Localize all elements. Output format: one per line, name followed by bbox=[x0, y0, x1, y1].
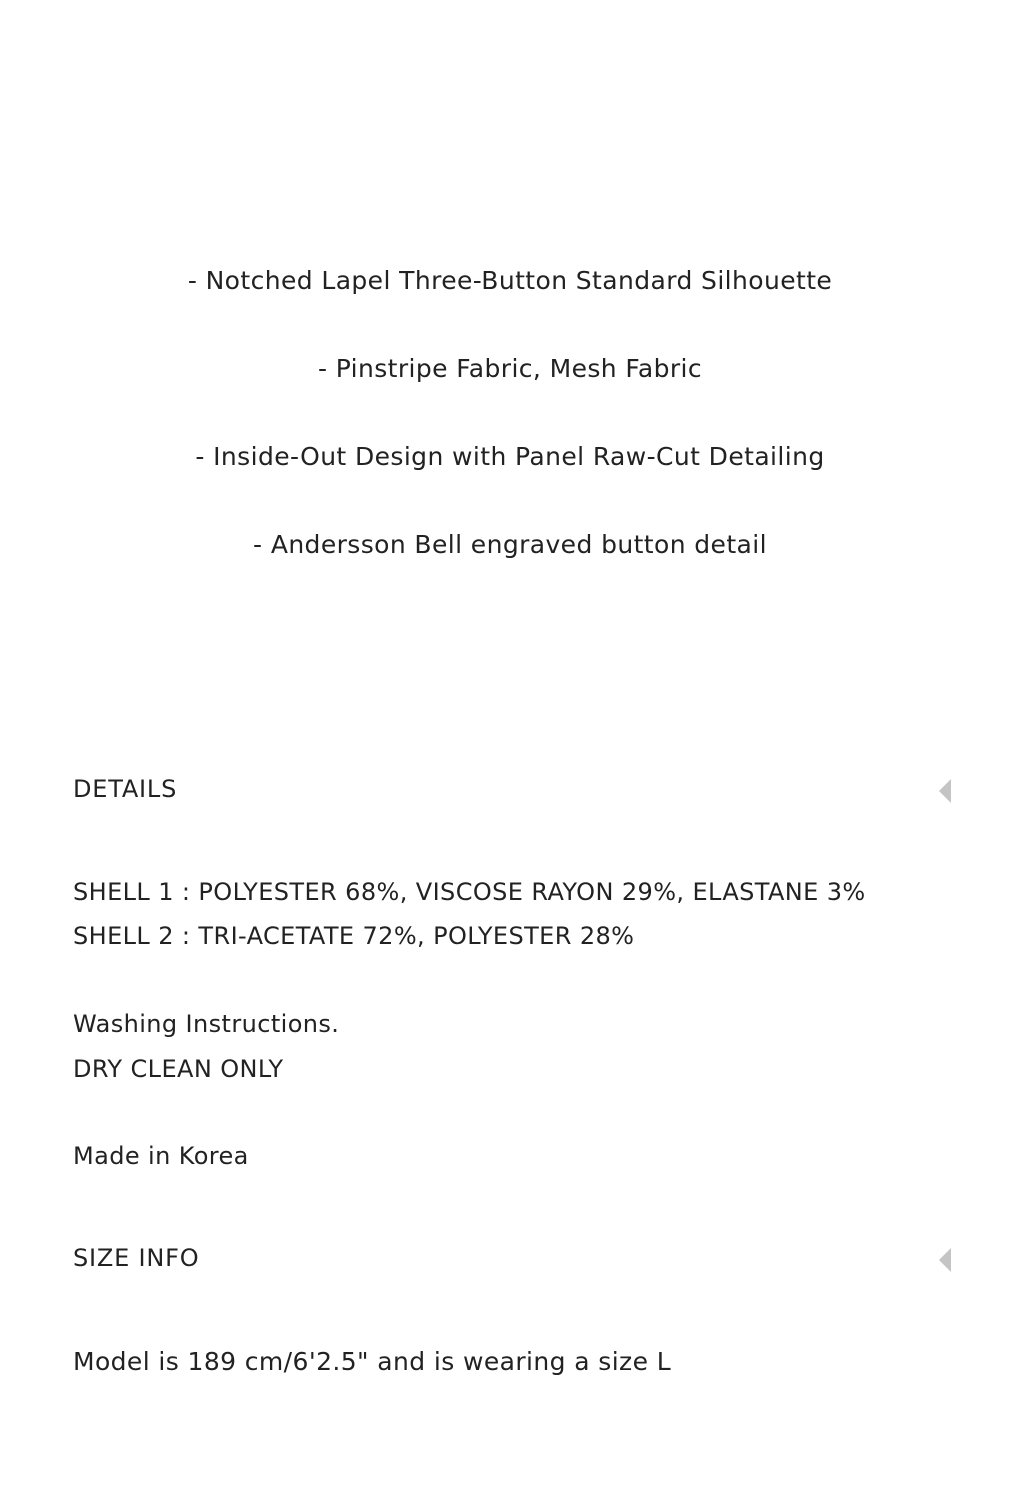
details-title[interactable]: DETAILS bbox=[73, 775, 178, 803]
size-info-toggle-icon[interactable] bbox=[935, 1246, 955, 1274]
feature-line: - Pinstripe Fabric, Mesh Fabric bbox=[317, 354, 703, 383]
washing-instructions-value: DRY CLEAN ONLY bbox=[73, 1055, 284, 1083]
feature-line: - Andersson Bell engraved button detail bbox=[253, 530, 767, 559]
details-toggle-icon[interactable] bbox=[935, 777, 955, 805]
washing-instructions-label: Washing Instructions. bbox=[73, 1010, 340, 1038]
shell-1-composition: SHELL 1 : POLYESTER 68%, VISCOSE RAYON 29%, ELASTANE 3% bbox=[73, 878, 866, 906]
feature-line: - Inside-Out Design with Panel Raw-Cut Detailing bbox=[195, 442, 825, 471]
shell-2-composition: SHELL 2 : TRI-ACETATE 72%, POLYESTER 28% bbox=[73, 922, 635, 950]
model-size-info: Model is 189 cm/6'2.5" and is wearing a size L bbox=[73, 1347, 672, 1376]
size-info-title[interactable]: SIZE INFO bbox=[73, 1244, 200, 1272]
country-of-origin: Made in Korea bbox=[73, 1142, 249, 1170]
feature-line: - Notched Lapel Three-Button Standard Silhouette bbox=[187, 266, 833, 295]
